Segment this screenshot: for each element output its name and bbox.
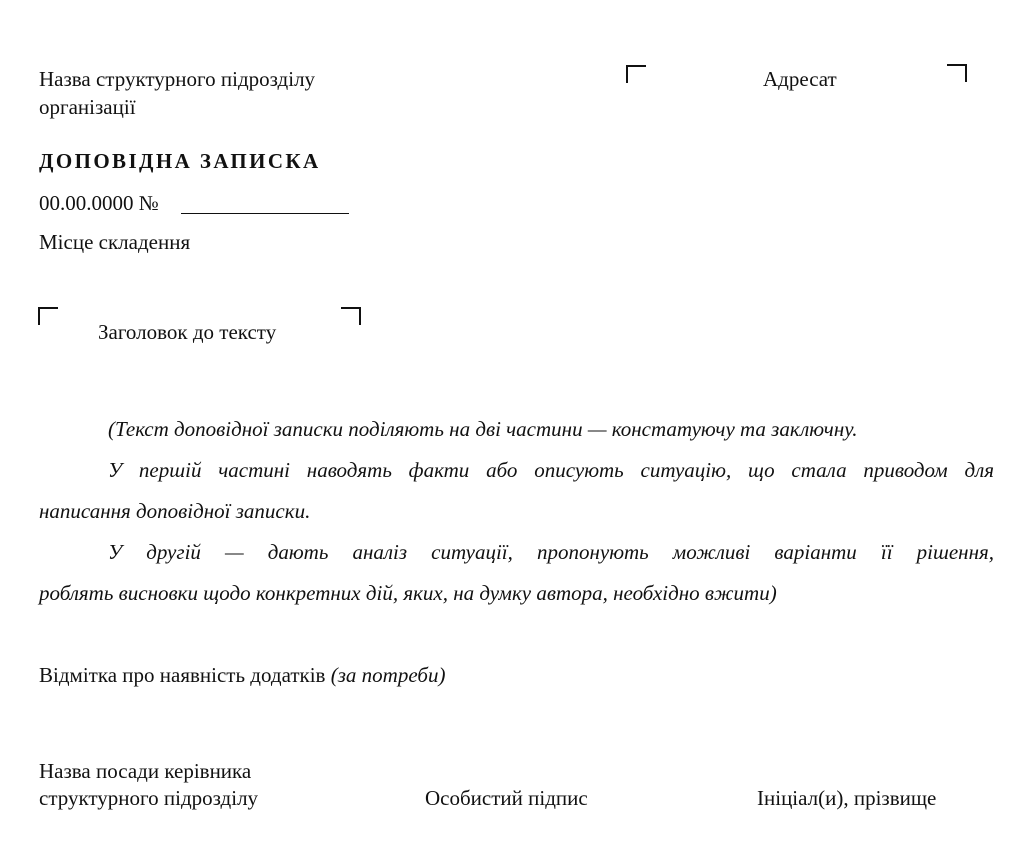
addressee-corner-right [947,64,967,82]
signer-position-line2: структурного підрозділу [39,786,259,810]
body-paragraph-3-line1: У другій — дають аналіз ситуації, пропонують можливі варіанти її рішення, [108,540,994,564]
body-paragraph-3-line2: роблять висновки щодо конкретних дій, яких, на думку автора, необхідно вжити) [39,581,777,605]
org-unit-name-line1: Назва структурного підрозділу [39,67,316,91]
text-heading: Заголовок до тексту [98,320,277,344]
heading-corner-right [341,307,361,325]
personal-signature: Особистий підпис [425,786,588,810]
addressee-corner-left [626,65,646,83]
attachments-label: Відмітка про наявність додатків [39,663,331,687]
number-underline [181,213,349,214]
date-number: 00.00.0000 № [39,191,159,215]
addressee: Адресат [763,67,837,91]
attachments-mark [39,661,445,689]
place-of-compilation: Місце складення [39,230,191,254]
org-unit-name-line2: організації [39,95,136,119]
signer-position-line1: Назва посади керівника [39,759,252,783]
body-paragraph-2-line2: написання доповідної записки. [39,499,311,523]
signer-name: Ініціал(и), прізвище [757,786,937,810]
body-paragraph-2-line1: У першій частині наводять факти або описують ситуацію, що стала приводом для [108,458,994,482]
document-title: ДОПОВІДНА ЗАПИСКА [39,149,321,173]
attachments-note: (за потреби) [330,663,446,687]
body-paragraph-1: (Текст доповідної записки поділяють на дві частини — констатуючу та заключну. [108,417,858,441]
heading-corner-left [38,307,58,325]
